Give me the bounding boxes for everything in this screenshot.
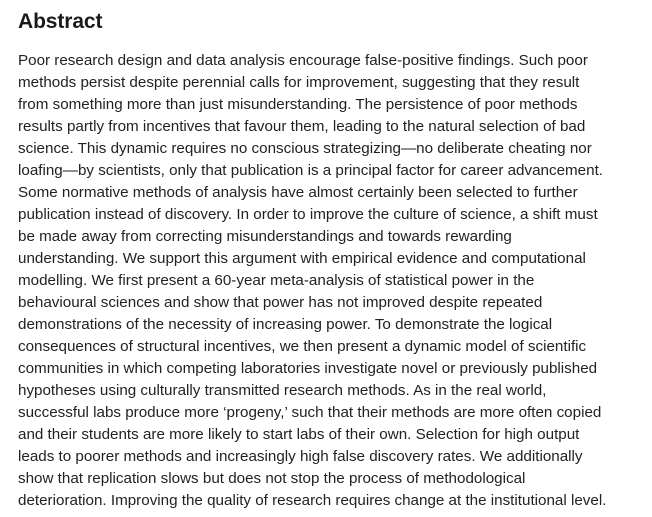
abstract-line: publication instead of discovery. In order to improve the culture of science, a shift must <box>18 206 598 223</box>
abstract-line: consequences of structural incentives, we then present a dynamic model of scientific <box>18 338 587 355</box>
abstract-line: loafing—by scientists, only that publication is a principal factor for career advancement. <box>18 162 604 179</box>
abstract-line: Some normative methods of analysis have almost certainly been selected to further <box>18 184 578 201</box>
abstract-line: be made away from correcting misunderstandings and towards rewarding <box>18 228 512 245</box>
abstract-heading: Abstract <box>18 10 103 33</box>
abstract-line: methods persist despite perennial calls for improvement, suggesting that they result <box>18 74 580 91</box>
abstract-line: results partly from incentives that favour them, leading to the natural selection of bad <box>18 118 586 135</box>
abstract-line: demonstrations of the necessity of increasing power. To demonstrate the logical <box>18 316 553 333</box>
abstract-line: Poor research design and data analysis encourage false-positive findings. Such poor <box>18 52 588 69</box>
abstract-line: leads to poorer methods and increasingly high false discovery rates. We additionally <box>18 448 583 465</box>
abstract-line: from something more than just misunderstanding. The persistence of poor methods <box>18 96 578 113</box>
abstract-line: successful labs produce more ‘progeny,’ such that their methods are more often copied <box>18 404 602 421</box>
abstract-line: and their students are more likely to start labs of their own. Selection for high output <box>18 426 580 443</box>
abstract-body <box>18 35 644 512</box>
abstract-line: deterioration. Improving the quality of research requires change at the institutional level. <box>18 492 607 509</box>
abstract-line: modelling. We first present a 60-year meta-analysis of statistical power in the <box>18 272 535 289</box>
abstract-line: communities in which competing laboratories investigate novel or previously published <box>18 360 598 377</box>
abstract-line: hypotheses using culturally transmitted research methods. As in the real world, <box>18 382 547 399</box>
abstract-section <box>18 0 644 512</box>
abstract-line: science. This dynamic requires no conscious strategizing—no deliberate cheating nor <box>18 140 592 157</box>
abstract-line: understanding. We support this argument with empirical evidence and computational <box>18 250 586 267</box>
abstract-line: behavioural sciences and show that power has not improved despite repeated <box>18 294 543 311</box>
abstract-line: show that replication slows but does not stop the process of methodological <box>18 470 526 487</box>
